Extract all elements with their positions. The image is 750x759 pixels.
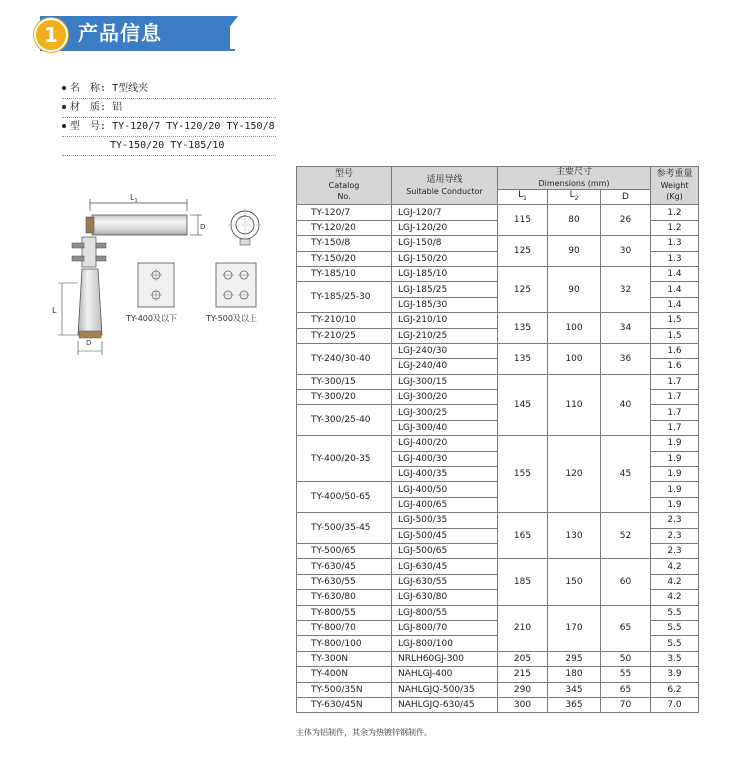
- cell-weight: 1.6: [651, 359, 699, 374]
- info-row-material: [62, 99, 276, 118]
- cell-weight: 1.7: [651, 390, 699, 405]
- spec-table-body: [297, 205, 699, 713]
- cell-conductor: LGJ-185/10: [392, 266, 498, 281]
- cell-l1: 165: [498, 513, 548, 559]
- cell-d: 65: [601, 605, 651, 651]
- table-row: [297, 667, 699, 682]
- cell-weight: 1.9: [651, 497, 699, 512]
- product-info-list: [62, 80, 276, 156]
- cell-weight: 4.2: [651, 559, 699, 574]
- cell-conductor: LGJ-800/70: [392, 620, 498, 635]
- cell-d: 32: [601, 266, 651, 312]
- cell-weight: 1.9: [651, 467, 699, 482]
- cell-d: 30: [601, 236, 651, 267]
- cell-model: TY-300/15: [297, 374, 392, 389]
- label-d-top: D: [200, 223, 206, 231]
- cell-weight: 6.2: [651, 682, 699, 697]
- info-value: TY-150/20 TY-185/10: [110, 140, 225, 151]
- cell-weight: 5.5: [651, 620, 699, 635]
- info-label: 名 称:: [70, 83, 107, 94]
- cell-l1: 115: [498, 205, 548, 236]
- cell-conductor: LGJ-240/30: [392, 343, 498, 358]
- cell-weight: 1.6: [651, 343, 699, 358]
- cell-l2: 90: [548, 266, 601, 312]
- cell-model: TY-150/8: [297, 236, 392, 251]
- cell-l2: 80: [548, 205, 601, 236]
- cell-conductor: LGJ-300/20: [392, 390, 498, 405]
- cell-model: TY-800/100: [297, 636, 392, 651]
- product-drawing: [40, 185, 280, 360]
- cell-l1: 125: [498, 266, 548, 312]
- cell-weight: 1.5: [651, 313, 699, 328]
- dimension-l1: [90, 199, 187, 211]
- cell-l2: 100: [548, 343, 601, 374]
- cell-conductor: LGJ-210/25: [392, 328, 498, 343]
- cell-l2: 100: [548, 313, 601, 344]
- cell-d: 36: [601, 343, 651, 374]
- connection-plate: [82, 237, 96, 267]
- cell-l2: 295: [548, 651, 601, 666]
- cell-conductor: LGJ-150/8: [392, 236, 498, 251]
- spec-table-header: [297, 167, 699, 205]
- bullet-icon: [62, 86, 66, 90]
- nut: [96, 256, 106, 261]
- cell-model: TY-300/20: [297, 390, 392, 405]
- caption-ty500: TY-500及以上: [206, 314, 257, 323]
- table-row: [297, 559, 699, 574]
- cell-d: 40: [601, 374, 651, 436]
- cell-model: TY-500/35N: [297, 682, 392, 697]
- header-l2: $L_2$: [548, 190, 601, 205]
- cell-l2: 180: [548, 667, 601, 682]
- footnote: 主体为铝制件，其余为热镀锌钢制件。: [296, 728, 432, 737]
- cell-model: TY-500/35-45: [297, 513, 392, 544]
- header-weight: 参考重量 Weight (Kg): [651, 167, 699, 205]
- label-l1: $L_1$: [130, 193, 138, 204]
- cell-weight: 1.7: [651, 374, 699, 389]
- table-row: [297, 266, 699, 281]
- bullet-icon: [62, 105, 66, 109]
- info-row-model-cont: [62, 137, 276, 156]
- cell-model: TY-300N: [297, 651, 392, 666]
- plate-ty500: [216, 263, 256, 307]
- cell-model: TY-400/50-65: [297, 482, 392, 513]
- cell-d: 55: [601, 667, 651, 682]
- cell-l1: 210: [498, 605, 548, 651]
- cell-weight: 1.7: [651, 405, 699, 420]
- cell-conductor: LGJ-630/80: [392, 590, 498, 605]
- bullet-icon: [62, 124, 66, 128]
- cell-l2: 90: [548, 236, 601, 267]
- cell-conductor: LGJ-400/65: [392, 497, 498, 512]
- end-view: [228, 208, 262, 245]
- table-row: [297, 374, 699, 389]
- table-row: [297, 651, 699, 666]
- cell-conductor: LGJ-800/55: [392, 605, 498, 620]
- cell-l1: 290: [498, 682, 548, 697]
- cell-d: 50: [601, 651, 651, 666]
- cell-model: TY-800/70: [297, 620, 392, 635]
- cell-model: TY-120/7: [297, 205, 392, 220]
- header-conductor: 适用导线 Suitable Conductor: [392, 167, 498, 205]
- nut: [96, 243, 106, 248]
- cell-model: TY-500/65: [297, 543, 392, 558]
- cell-model: TY-185/25-30: [297, 282, 392, 313]
- cell-d: 70: [601, 697, 651, 712]
- table-row: [297, 343, 699, 358]
- plate-ty400: [138, 263, 174, 307]
- cell-model: TY-120/20: [297, 220, 392, 235]
- label-d-bottom: D: [86, 339, 92, 347]
- table-row: [297, 313, 699, 328]
- cell-weight: 1.4: [651, 282, 699, 297]
- cell-model: TY-185/10: [297, 266, 392, 281]
- cell-d: 60: [601, 559, 651, 605]
- barrel-horizontal: [92, 215, 187, 235]
- cell-model: TY-150/20: [297, 251, 392, 266]
- cell-conductor: LGJ-185/30: [392, 297, 498, 312]
- cell-weight: 4.2: [651, 590, 699, 605]
- section-header-underline: [40, 49, 235, 51]
- cell-d: 26: [601, 205, 651, 236]
- cell-conductor: LGJ-400/50: [392, 482, 498, 497]
- cell-model: TY-630/45: [297, 559, 392, 574]
- cell-l1: 215: [498, 667, 548, 682]
- cell-weight: 1.2: [651, 205, 699, 220]
- cell-weight: 2.3: [651, 513, 699, 528]
- cell-conductor: LGJ-800/100: [392, 636, 498, 651]
- cell-weight: 1.3: [651, 236, 699, 251]
- caption-ty400: TY-400及以下: [126, 314, 177, 323]
- cell-conductor: LGJ-400/20: [392, 436, 498, 451]
- bolt-head: [72, 256, 84, 261]
- cell-model: TY-630/55: [297, 574, 392, 589]
- cell-conductor: LGJ-240/40: [392, 359, 498, 374]
- label-l: L: [52, 306, 57, 315]
- table-row: [297, 697, 699, 712]
- cell-weight: 1.9: [651, 451, 699, 466]
- table-row: [297, 436, 699, 451]
- cell-weight: 1.9: [651, 482, 699, 497]
- barrel-vertical: [78, 269, 102, 335]
- cell-weight: 1.4: [651, 266, 699, 281]
- info-row-name: [62, 80, 276, 99]
- table-row: [297, 605, 699, 620]
- header-model: 型号 Catalog No.: [297, 167, 392, 205]
- cell-model: TY-400N: [297, 667, 392, 682]
- cell-conductor: LGJ-500/65: [392, 543, 498, 558]
- cell-conductor: LGJ-120/20: [392, 220, 498, 235]
- cell-conductor: NAHLGJQ-500/35: [392, 682, 498, 697]
- section-number-badge: 1: [34, 18, 68, 52]
- cell-weight: 5.5: [651, 636, 699, 651]
- cell-l1: 300: [498, 697, 548, 712]
- cell-l2: 345: [548, 682, 601, 697]
- info-value: 铝: [112, 102, 123, 113]
- table-row: [297, 682, 699, 697]
- cell-conductor: LGJ-630/45: [392, 559, 498, 574]
- cell-weight: 7.0: [651, 697, 699, 712]
- cell-l1: 205: [498, 651, 548, 666]
- cell-weight: 3.5: [651, 651, 699, 666]
- t-clamp-drawing-svg: [40, 185, 280, 360]
- header-d: D: [601, 190, 651, 205]
- cell-model: TY-800/55: [297, 605, 392, 620]
- cell-weight: 1.7: [651, 420, 699, 435]
- cell-model: TY-210/10: [297, 313, 392, 328]
- bolt-head: [72, 243, 84, 248]
- cell-weight: 1.5: [651, 328, 699, 343]
- cell-l1: 185: [498, 559, 548, 605]
- cell-conductor: LGJ-300/25: [392, 405, 498, 420]
- cell-model: TY-630/45N: [297, 697, 392, 712]
- cell-l2: 365: [548, 697, 601, 712]
- cell-weight: 3.9: [651, 667, 699, 682]
- spec-table: [296, 166, 699, 713]
- header-dimensions: 主要尺寸 Dimensions (mm): [498, 167, 651, 190]
- cell-conductor: LGJ-300/40: [392, 420, 498, 435]
- cell-l2: 170: [548, 605, 601, 651]
- cell-model: TY-240/30-40: [297, 343, 392, 374]
- cell-conductor: LGJ-120/7: [392, 205, 498, 220]
- cell-conductor: LGJ-210/10: [392, 313, 498, 328]
- cell-weight: 2.3: [651, 528, 699, 543]
- cell-model: TY-300/25-40: [297, 405, 392, 436]
- section-header-slant: [212, 16, 238, 50]
- table-row: [297, 205, 699, 220]
- info-label: 材 质:: [70, 102, 107, 113]
- cell-l2: 110: [548, 374, 601, 436]
- cell-conductor: LGJ-630/55: [392, 574, 498, 589]
- cell-conductor: LGJ-500/35: [392, 513, 498, 528]
- cell-l2: 150: [548, 559, 601, 605]
- cell-l2: 120: [548, 436, 601, 513]
- cell-l1: 155: [498, 436, 548, 513]
- conductor-end-bottom: [79, 331, 101, 338]
- header-l1: $L_1$: [498, 190, 548, 205]
- cell-conductor: LGJ-500/45: [392, 528, 498, 543]
- cell-conductor: LGJ-400/35: [392, 467, 498, 482]
- info-label: 型 号:: [70, 121, 107, 132]
- cell-l2: 130: [548, 513, 601, 559]
- cell-model: TY-400/20-35: [297, 436, 392, 482]
- table-row: [297, 236, 699, 251]
- cell-d: 34: [601, 313, 651, 344]
- cell-d: 65: [601, 682, 651, 697]
- cell-d: 45: [601, 436, 651, 513]
- cell-conductor: LGJ-185/25: [392, 282, 498, 297]
- table-row: [297, 513, 699, 528]
- cell-d: 52: [601, 513, 651, 559]
- cell-conductor: NAHLGJQ-630/45: [392, 697, 498, 712]
- cell-weight: 4.2: [651, 574, 699, 589]
- cell-weight: 1.9: [651, 436, 699, 451]
- dimension-l: [58, 283, 78, 335]
- cell-conductor: LGJ-400/30: [392, 451, 498, 466]
- cell-l1: 125: [498, 236, 548, 267]
- info-row-model: [62, 118, 276, 137]
- cell-model: TY-630/80: [297, 590, 392, 605]
- cell-weight: 2.3: [651, 543, 699, 558]
- section-title: 产品信息: [78, 21, 162, 45]
- cell-weight: 1.4: [651, 297, 699, 312]
- cell-weight: 5.5: [651, 605, 699, 620]
- cell-weight: 1.3: [651, 251, 699, 266]
- cell-l1: 135: [498, 313, 548, 344]
- cell-l1: 145: [498, 374, 548, 436]
- cell-conductor: NAHLGJ-400: [392, 667, 498, 682]
- cell-l1: 135: [498, 343, 548, 374]
- cell-conductor: NRLH60GJ-300: [392, 651, 498, 666]
- conductor-end: [86, 217, 94, 233]
- info-value: T型线夹: [112, 83, 149, 94]
- cell-weight: 1.2: [651, 220, 699, 235]
- cell-conductor: LGJ-300/15: [392, 374, 498, 389]
- cell-conductor: LGJ-150/20: [392, 251, 498, 266]
- cell-model: TY-210/25: [297, 328, 392, 343]
- info-value: TY-120/7 TY-120/20 TY-150/8: [112, 121, 275, 132]
